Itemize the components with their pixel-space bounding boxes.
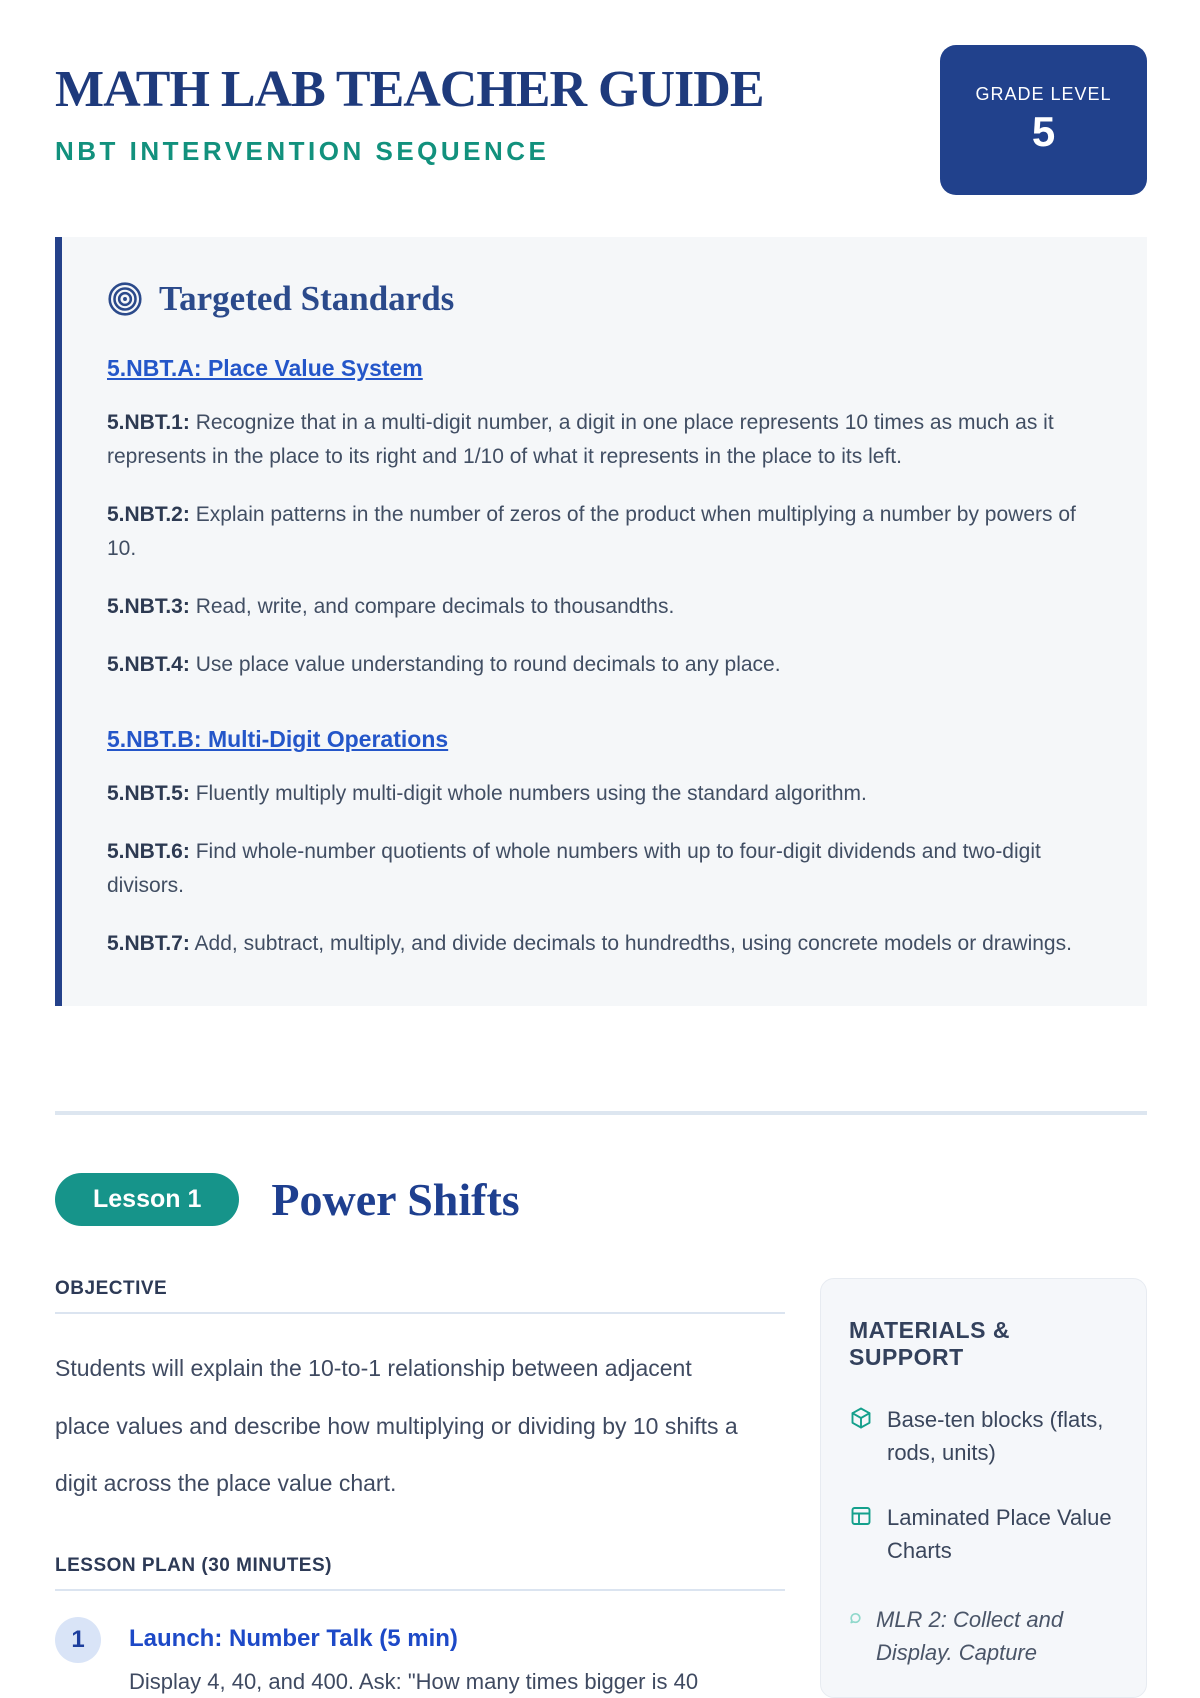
standard-text: Fluently multiply multi-digit whole numbers using the standard algorithm. — [195, 782, 867, 806]
lesson-number-badge: Lesson 1 — [55, 1173, 239, 1226]
step-content — [129, 1617, 698, 1696]
standard-item — [107, 590, 1102, 624]
standard-code: 5.NBT.5: — [107, 782, 190, 806]
standard-code: 5.NBT.6: — [107, 840, 190, 864]
step-text: Display 4, 40, and 400. Ask: "How many times bigger is 40 — [129, 1669, 699, 1695]
standard-text: Recognize that in a multi-digit number, a digit in one place represents 10 times as much as it represents in the place to its right and 1/10 of what it represents in the place to its left. — [107, 411, 1054, 469]
standard-code: 5.NBT.3: — [107, 595, 190, 619]
standard-code: 5.NBT.1: — [107, 411, 190, 434]
standard-code: 5.NBT.2: — [107, 503, 190, 527]
standard-item — [107, 498, 1102, 566]
place-value-chart-icon — [849, 1501, 873, 1533]
materials-heading: MATERIALS & SUPPORT — [849, 1317, 1010, 1371]
lesson-plan-heading: LESSON PLAN (30 MINUTES) — [55, 1555, 785, 1591]
lesson-step-1 — [55, 1617, 785, 1696]
page-subtitle: NBT INTERVENTION SEQUENCE — [55, 135, 550, 166]
title-block — [55, 45, 764, 167]
grade-level-label: GRADE LEVEL — [975, 84, 1112, 105]
standard-item — [107, 835, 1102, 903]
support-item-mlr2 — [849, 1603, 1118, 1669]
step-title: Launch: Number Talk (5 min) — [129, 1624, 458, 1652]
support-item-label: MLR 2: Collect and Display. Capture — [876, 1607, 1064, 1666]
targeted-standards-panel — [55, 237, 1147, 1006]
lesson-title: Power Shifts — [271, 1174, 520, 1226]
objective-heading: OBJECTIVE — [55, 1278, 785, 1314]
materials-support-card — [820, 1278, 1147, 1698]
grade-level-value: 5 — [1031, 108, 1056, 156]
standard-code: 5.NBT.4: — [107, 653, 190, 677]
standards-heading-text: Targeted Standards — [159, 279, 455, 318]
material-item-label: Laminated Place Value Charts — [887, 1505, 1112, 1564]
cube-icon — [849, 1403, 873, 1435]
standard-text: Use place value understanding to round decimals to any place. — [195, 653, 781, 677]
lesson-body — [55, 1278, 1147, 1698]
standard-item — [107, 406, 1102, 474]
speech-bubble-icon — [849, 1603, 862, 1630]
standards-heading — [107, 279, 1102, 319]
grade-level-badge — [940, 45, 1147, 195]
target-icon — [107, 281, 143, 317]
page-header — [55, 45, 1147, 195]
material-item-place-value-charts — [849, 1501, 1118, 1567]
standard-item — [107, 777, 1102, 811]
lesson-header — [55, 1173, 1147, 1226]
standards-group-a-link[interactable]: 5.NBT.A: Place Value System — [107, 355, 423, 381]
standards-group-b-link[interactable]: 5.NBT.B: Multi-Digit Operations — [107, 726, 449, 753]
standard-item — [107, 648, 1102, 682]
objective-text: Students will explain the 10-to-1 relationship between adjacent place values and describe how multiplying or dividing by 10 shifts a digit across the place value chart. — [55, 1355, 738, 1497]
standard-text: Add, subtract, multiply, and divide decimals to hundredths, using concrete models or drawings. — [194, 932, 1072, 956]
page-title: MATH LAB TEACHER GUIDE — [55, 61, 764, 118]
material-item-base-ten-blocks — [849, 1403, 1118, 1469]
standard-text: Explain patterns in the number of zeros of the product when multiplying a number by powers of 10. — [107, 503, 1076, 561]
standard-code: 5.NBT.7: — [107, 932, 190, 956]
standard-text: Find whole-number quotients of whole numbers with up to four-digit dividends and two-digit divisors. — [107, 840, 1041, 898]
step-number-badge: 1 — [55, 1617, 101, 1663]
standard-item — [107, 927, 1102, 961]
lesson-main-column — [55, 1278, 785, 1698]
section-divider — [55, 1111, 1147, 1115]
material-item-label: Base-ten blocks (flats, rods, units) — [887, 1407, 1104, 1466]
standard-text: Read, write, and compare decimals to thousandths. — [195, 595, 675, 619]
